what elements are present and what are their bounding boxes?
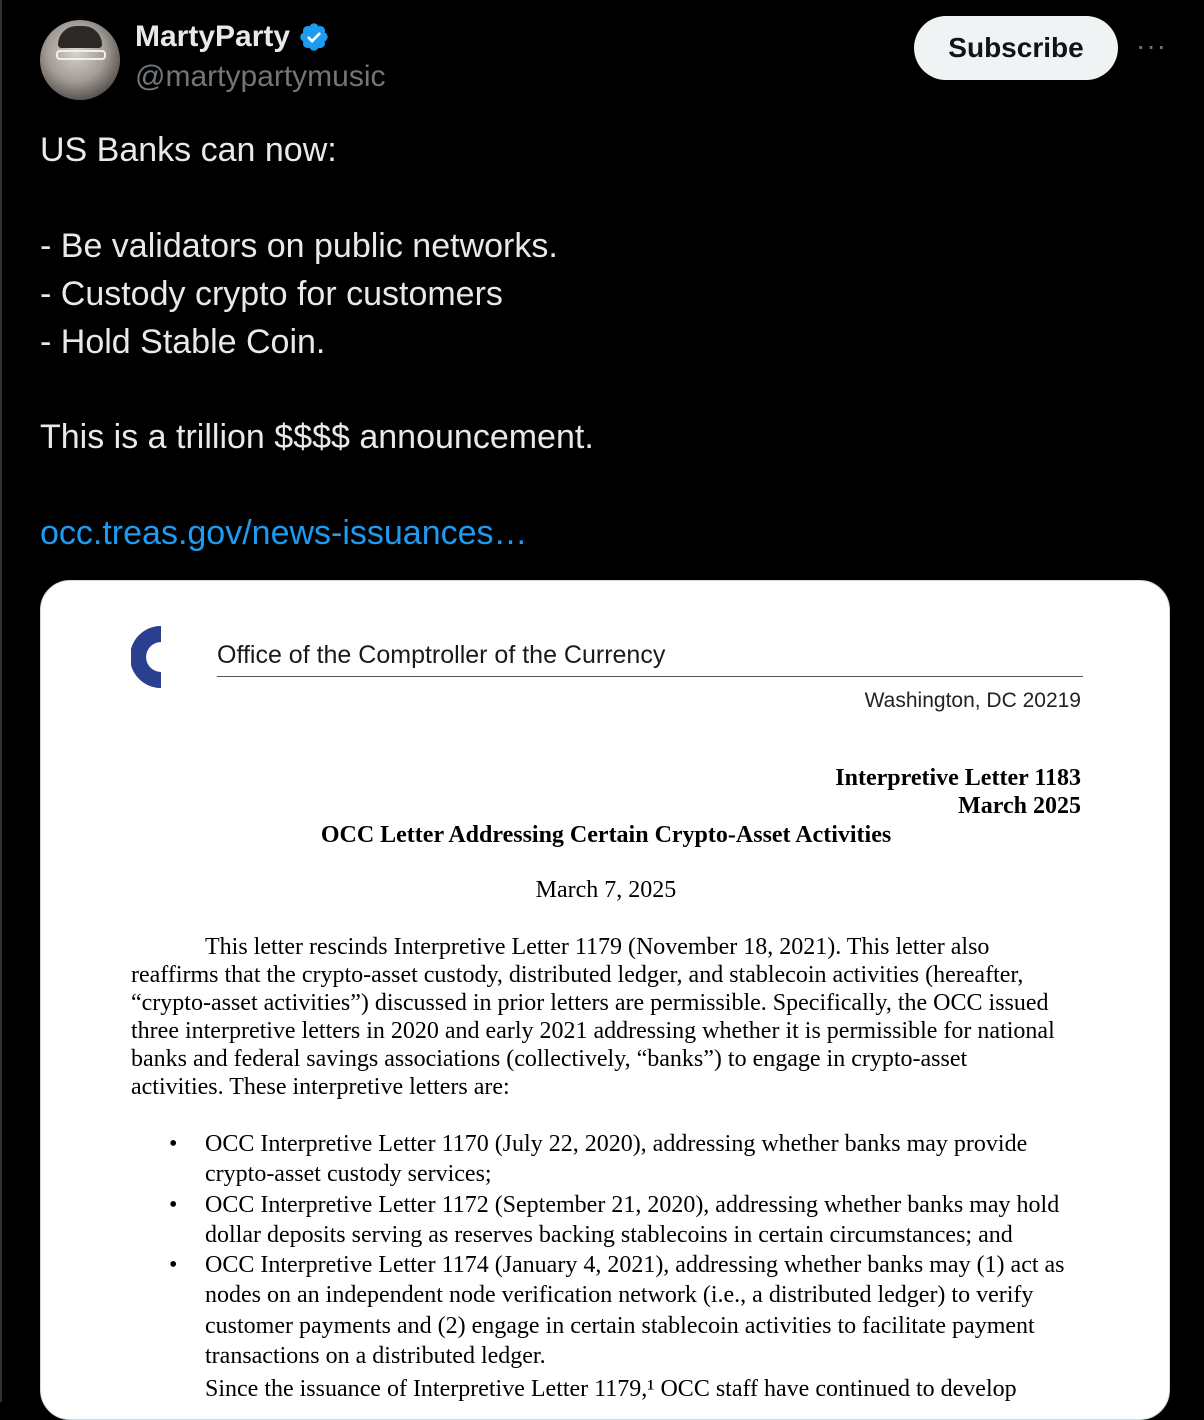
paragraph-line: three interpretive letters in 2020 and early 2021 addressing whether it is permissible for national bbox=[131, 1018, 1055, 1044]
subscribe-button[interactable]: Subscribe bbox=[914, 16, 1118, 80]
letter-title: OCC Letter Addressing Certain Crypto-Asset Activities bbox=[320, 822, 892, 848]
attached-image-card[interactable] bbox=[40, 580, 1170, 1420]
paragraph-line: “crypto-asset activities”) discussed in prior letters are permissible. Specifically, the OCC issued bbox=[131, 990, 1049, 1016]
occ-logo-icon bbox=[131, 622, 199, 692]
tweet-header bbox=[40, 18, 1190, 98]
list-item bbox=[131, 1250, 1081, 1371]
bullet-line: OCC Interpretive Letter 1172 (September 21, 2020), addressing whether banks may hold bbox=[205, 1191, 1060, 1218]
tweet-point: - Hold Stable Coin. bbox=[40, 323, 326, 361]
bullet-line: OCC Interpretive Letter 1174 (January 4, 2021), addressing whether banks may (1) act as bbox=[205, 1252, 1065, 1279]
avatar-hair bbox=[58, 26, 102, 48]
bullet-line: customer payments and (2) engage in certain stablecoin activities to facilitate payment bbox=[205, 1312, 1035, 1339]
agency-name: Office of the Comptroller of the Currency bbox=[217, 641, 1083, 677]
more-options-icon[interactable]: ··· bbox=[1136, 30, 1167, 61]
agency-location: Washington, DC 20219 bbox=[864, 689, 1081, 712]
bullet-line: dollar deposits serving as reserves backing stablecoins in certain circumstances; and bbox=[205, 1221, 1013, 1248]
paragraph-line: activities. These interpretive letters are: bbox=[131, 1074, 510, 1100]
list-item bbox=[131, 1129, 1081, 1190]
bullet-icon: • bbox=[169, 1252, 178, 1279]
paragraph-line: reaffirms that the crypto-asset custody, distributed ledger, and stablecoin activities (hereafter, bbox=[131, 962, 1024, 988]
display-name[interactable]: MartyParty bbox=[135, 20, 291, 53]
list-item bbox=[131, 1190, 1081, 1251]
avatar-glasses bbox=[56, 50, 106, 60]
bullet-line: crypto-asset custody services; bbox=[205, 1161, 492, 1188]
tweet-intro: US Banks can now: bbox=[40, 131, 337, 169]
letter-bullet-list bbox=[131, 1129, 1081, 1371]
bullet-line: transactions on a distributed ledger. bbox=[205, 1343, 546, 1370]
bullet-line: nodes on an independent node verification network (i.e., a distributed ledger) to verify bbox=[205, 1282, 1034, 1309]
tweet-closing: This is a trillion $$$$ announcement. bbox=[40, 418, 594, 456]
paragraph-line: This letter rescinds Interpretive Letter 1179 (November 18, 2021). This letter also bbox=[205, 934, 990, 960]
verified-badge-icon[interactable] bbox=[298, 21, 330, 53]
paragraph-line: banks and federal savings associations (collectively, “banks”) to engage in crypto-asset bbox=[131, 1046, 968, 1072]
bullet-icon: • bbox=[169, 1191, 178, 1218]
tweet-link[interactable]: occ.treas.gov/news-issuances… bbox=[40, 514, 528, 552]
letter-month: March 2025 bbox=[958, 793, 1081, 819]
avatar[interactable] bbox=[40, 20, 120, 100]
tweet-body bbox=[40, 126, 1160, 557]
tweet-point: - Custody crypto for customers bbox=[40, 275, 503, 313]
bullet-line: OCC Interpretive Letter 1170 (July 22, 2020), addressing whether banks may provide bbox=[205, 1131, 1028, 1157]
name-row bbox=[135, 20, 330, 54]
lightning-icon: ⚡ bbox=[44, 24, 56, 41]
cutoff-text-line: Since the issuance of Interpretive Letter 1179,¹ OCC staff have continued to develop bbox=[205, 1376, 1017, 1402]
timeline-border bbox=[0, 0, 2, 1402]
bullet-icon: • bbox=[169, 1131, 178, 1157]
letter-date: March 7, 2025 bbox=[535, 877, 677, 903]
letter-number: Interpretive Letter 1183 bbox=[835, 765, 1081, 791]
user-handle[interactable]: @martypartymusic bbox=[135, 60, 386, 93]
tweet-point: - Be validators on public networks. bbox=[40, 227, 558, 265]
letter-paragraph bbox=[131, 933, 1081, 1101]
